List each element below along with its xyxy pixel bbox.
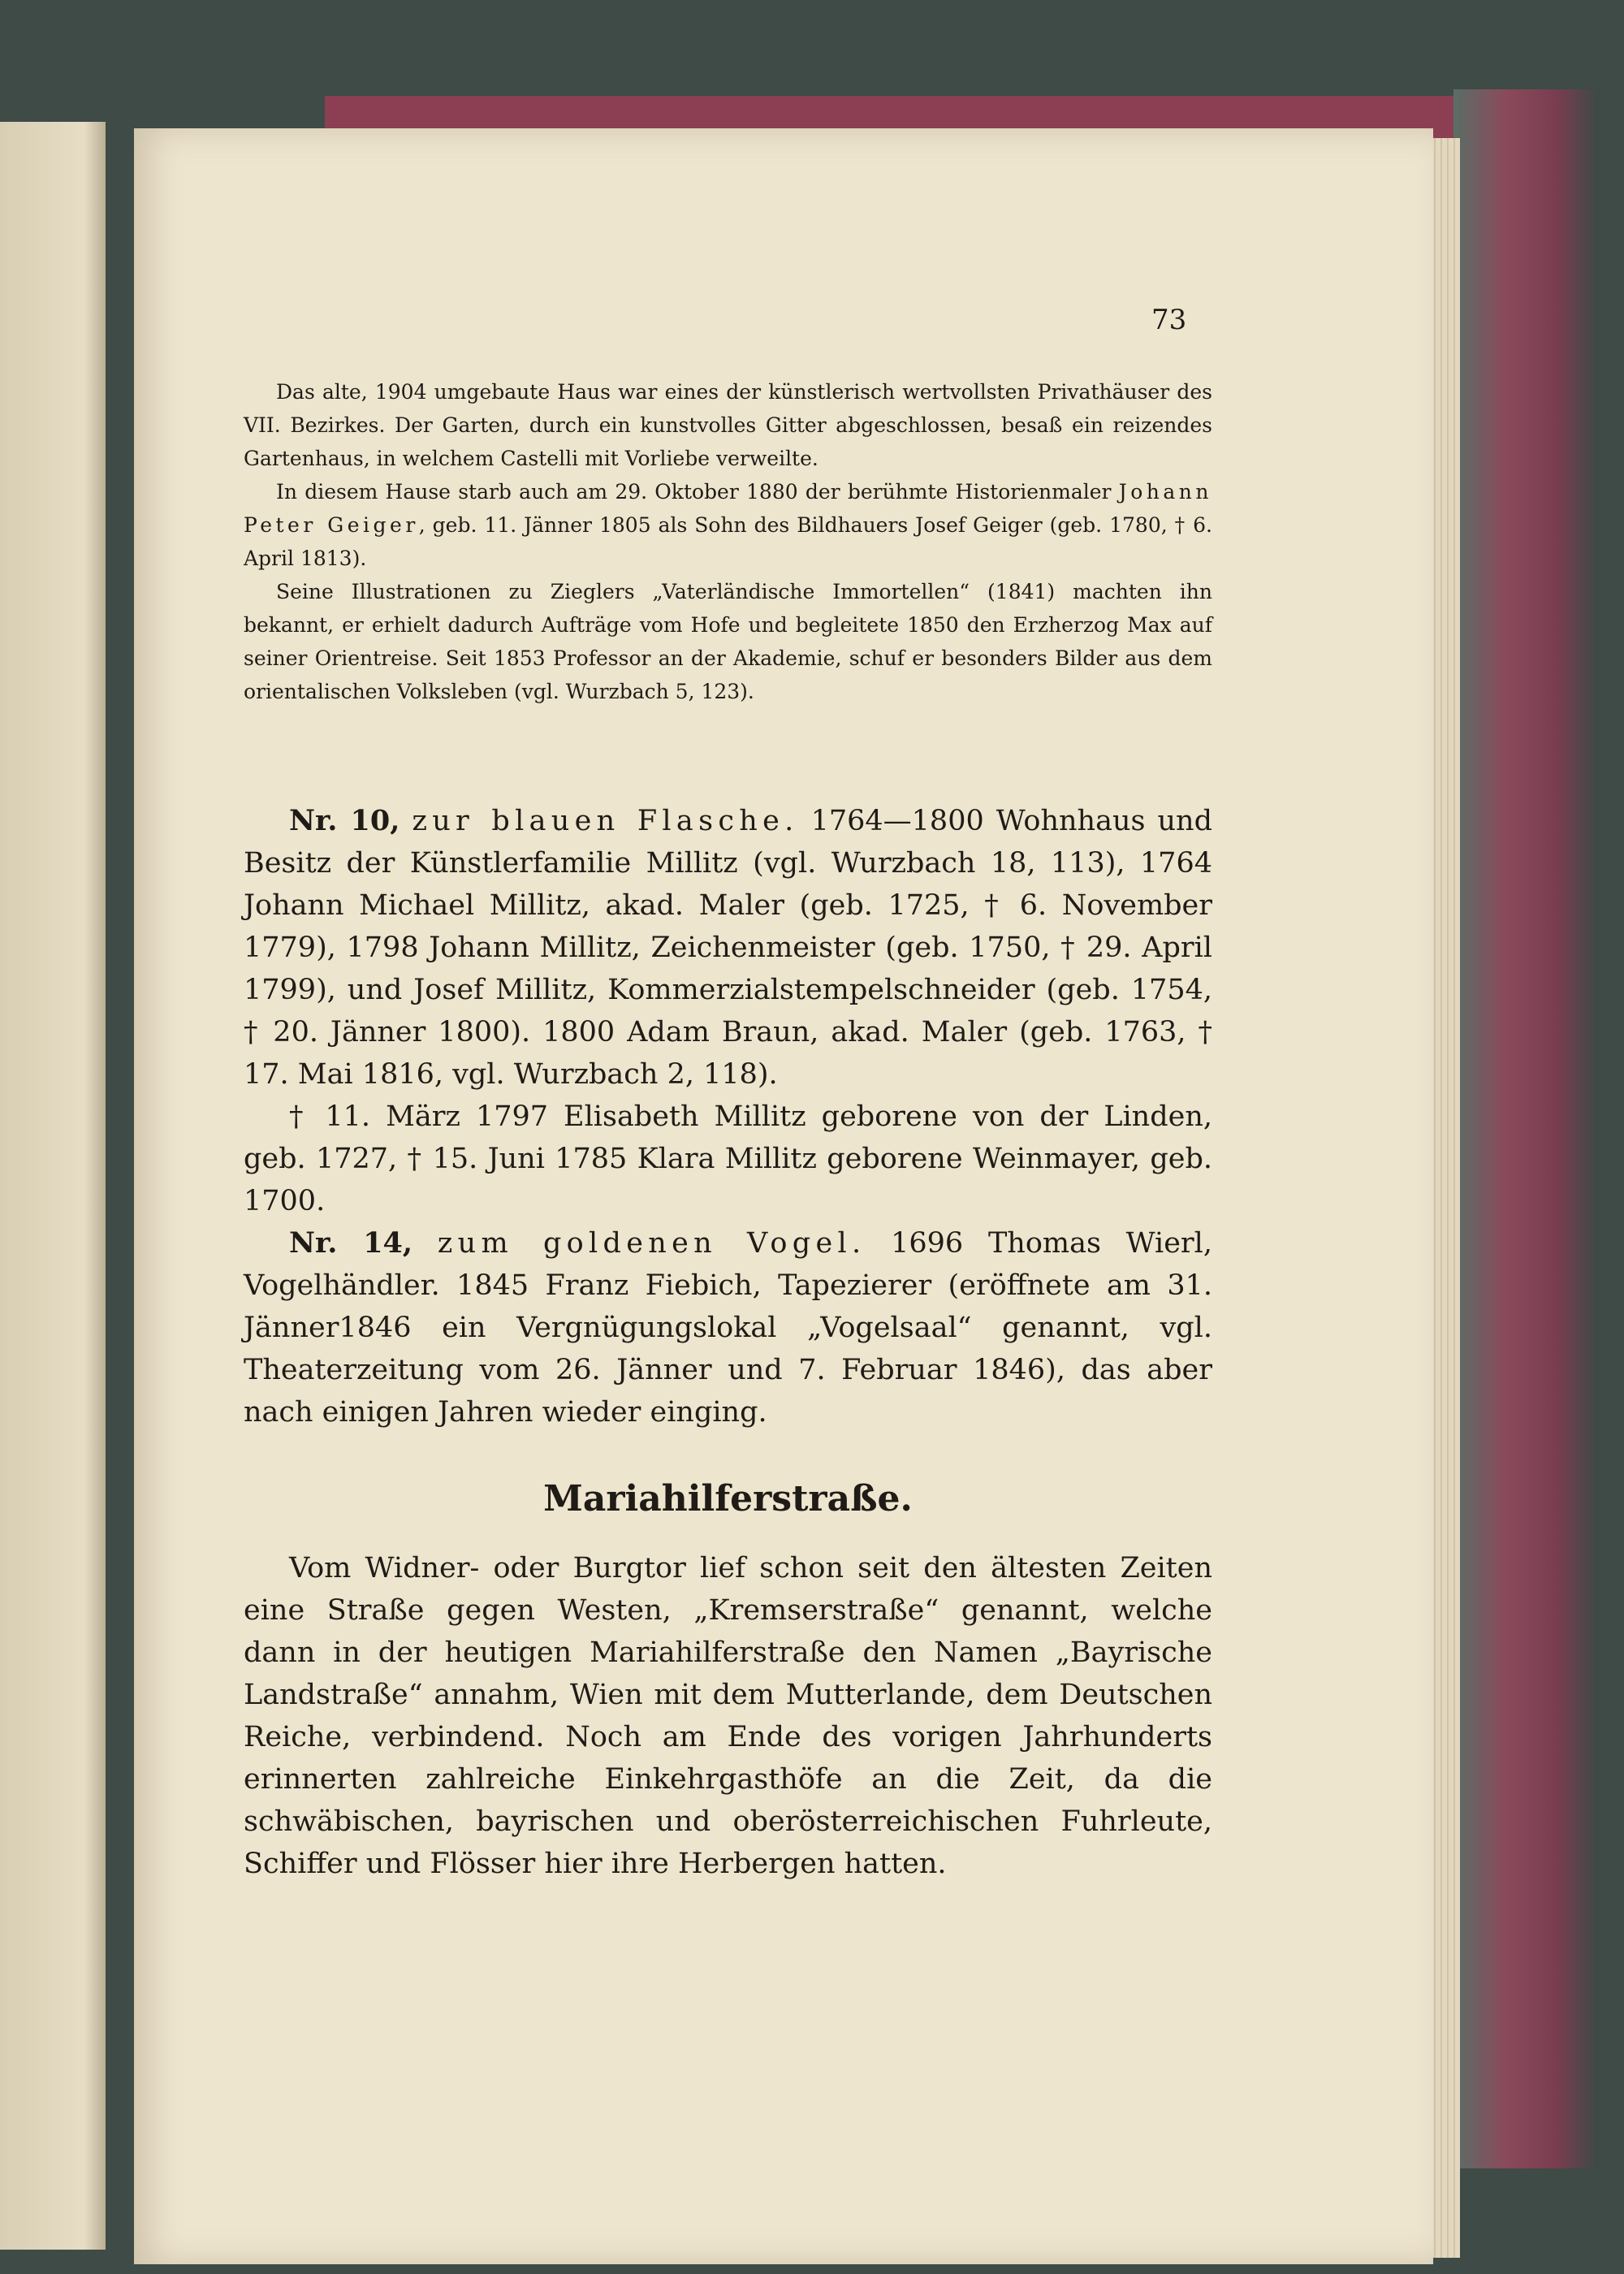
section-heading: Mariahilferstraße. — [543, 1478, 913, 1520]
footnote-paragraph: Das alte, 1904 umgebaute Haus war eines der künstlerisch wertvollsten Privathäuser des VII. Bezirkes. Der Garten, durch ein kunstvolles Gitter abgeschlossen, besaß ein reizendes Gartenhaus, in welchem Castelli mit Vorliebe verweilte. — [244, 380, 1212, 470]
page-number: 73 — [1151, 304, 1187, 336]
house-name: zur blauen Flasche. — [412, 805, 799, 837]
section-paragraph: Vom Widner- oder Burgtor lief schon seit den ältesten Zeiten eine Straße gegen Westen, „Kremserstraße“ genannt, welche dann in der heutigen Mariahilferstraße den Namen „Bayrische Landstraße“ annahm, Wien mit dem Mutterlande, dem Deutschen Reiche, verbindend. Noch am Ende des vorigen Jahrhunderts erinnerten zahlreiche Einkehrgasthöfe an die Zeit, da die schwäbischen, bayrischen und oberösterreichischen Fuhrleute, Schiffer und Flösser hier ihre Herbergen hatten. — [244, 1552, 1212, 1880]
entry-text: 1764—1800 Wohnhaus und Besitz der Künstlerfamilie Millitz (vgl. Wurzbach 18, 113), 1764 Johann Michael Millitz, akad. Maler (geb. 1725, † 6. November 1779), 1798 Johann Millitz, Zeichenmeister (geb. 1750, † 29. April 1799), und Josef Millitz, Kommerzialstempelschneider (geb. 1754, † 20. Jänner 1800). 1800 Adam Braun, akad. Maler (geb. 1763, † 17. Mai 1816, vgl. Wurzbach 2, 118). — [244, 805, 1212, 1091]
left-page-edge — [0, 122, 106, 2250]
footnote-paragraph — [244, 475, 1212, 575]
entry-paragraph — [244, 800, 1212, 1096]
footnote-text: , geb. 11. Jänner 1805 als Sohn des Bildhauers Josef Geiger (geb. 1780, † 6. April 1813). — [244, 513, 1212, 570]
footnote-text: In diesem Hause starb auch am 29. Oktober 1880 der berühmte Historienmaler — [276, 480, 1112, 504]
house-entries — [244, 800, 1212, 1433]
book-cover-edge — [1453, 89, 1600, 2168]
house-name: zum goldenen Vogel. — [437, 1227, 866, 1260]
entry-text: 1696 Thomas Wierl, Vogelhändler. 1845 Franz Fiebich, Tapezierer (eröffnete am 31. Jänner1846 ein Vergnügungslokal „Vogelsaal“ genannt, vgl. Theaterzeitung vom 26. Jänner und 7. Februar 1846), das aber nach einigen Jahren wieder einging. — [244, 1227, 1212, 1429]
section-body — [244, 1547, 1212, 1885]
footnote-paragraph: Seine Illustrationen zu Zieglers „Vaterländische Immortellen“ (1841) machten ihn bekannt, er erhielt dadurch Aufträge vom Hofe und begleitete 1850 den Erzherzog Max auf seiner Orientreise. Seit 1853 Professor an der Akademie, schuf er besonders Bilder aus dem orientalischen Volksleben (vgl. Wurzbach 5, 123). — [244, 580, 1212, 703]
entry-number: Nr. 14, — [289, 1226, 413, 1260]
entry-paragraph — [244, 1222, 1212, 1433]
footnote-block — [244, 375, 1212, 708]
painter-name: Johann Peter Geiger — [244, 480, 1212, 537]
entry-paragraph: † 11. März 1797 Elisabeth Millitz geborene von der Linden, geb. 1727, † 15. Juni 1785 Klara Millitz geborene Weinmayer, geb. 1700. — [244, 1100, 1212, 1217]
entry-number: Nr. 10, — [289, 804, 400, 837]
